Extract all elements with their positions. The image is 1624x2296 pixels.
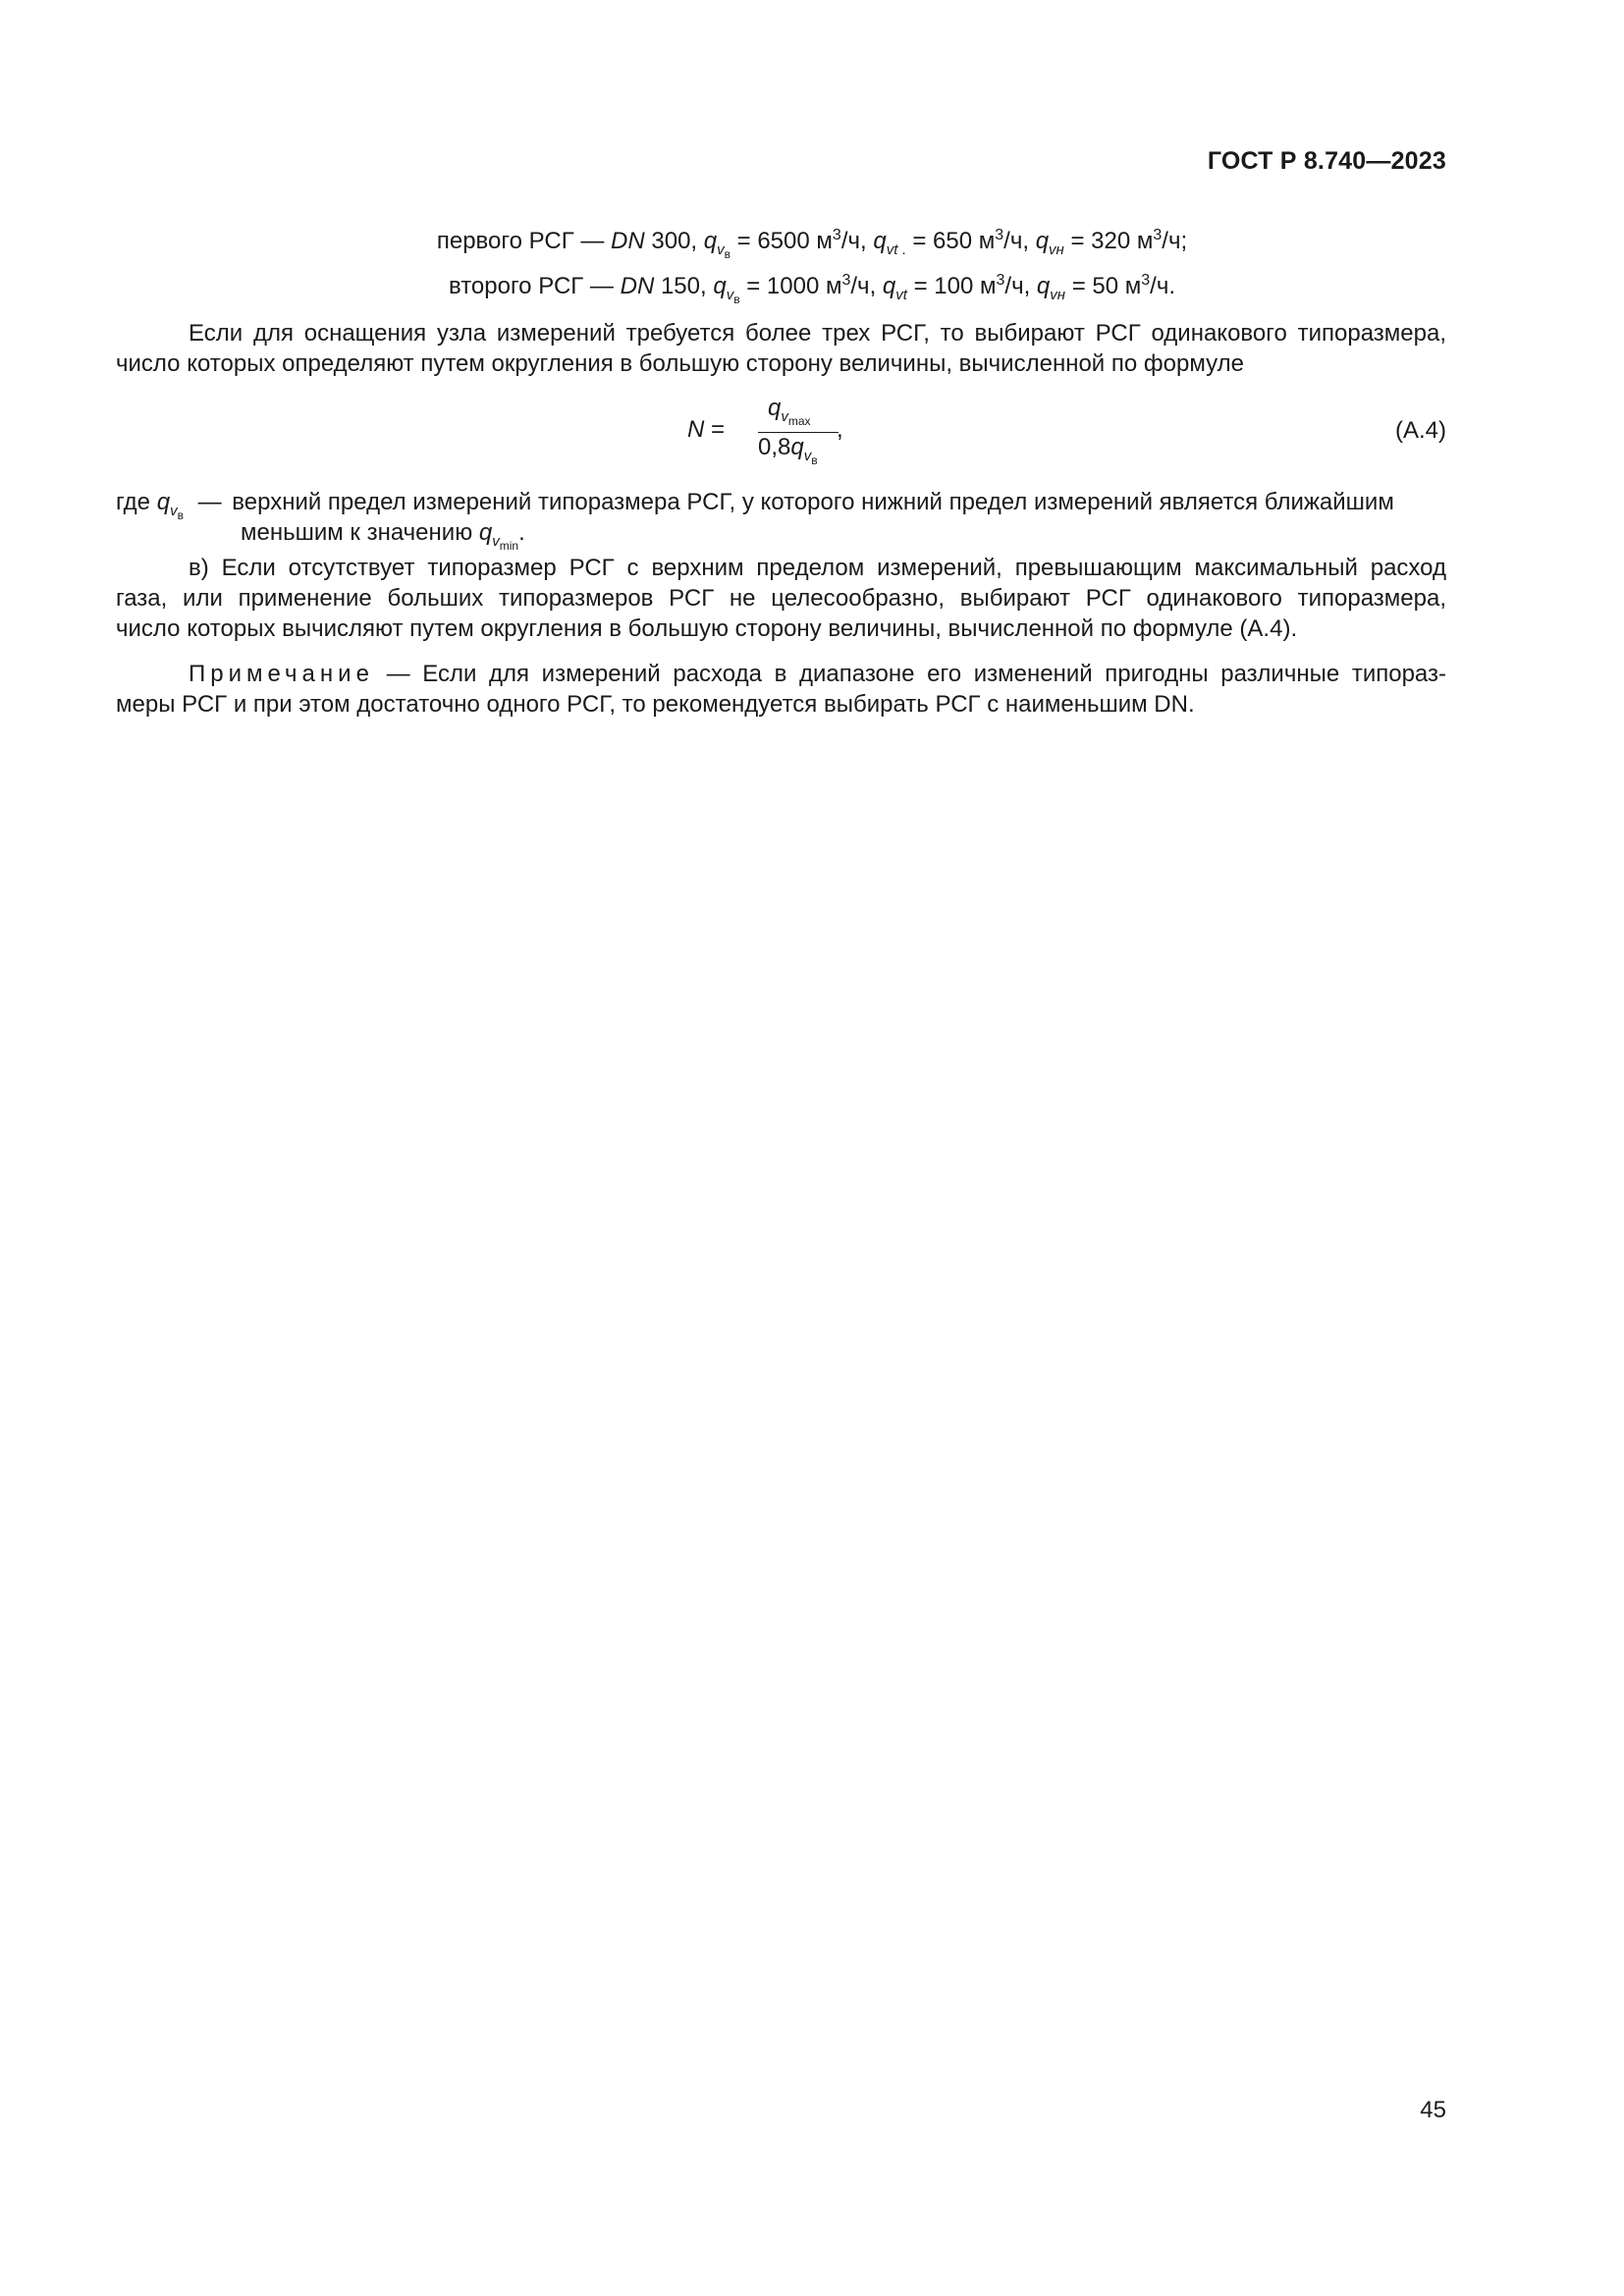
example-line-second: второго РСГ — DN 150, $q_{v_в} = 1000$ $м^3/ч$, $q_{vt} = 100$ $м^3/ч$, $q_{vн} = 50$ $м^3/ч$. (448, 272, 1176, 306)
paragraph-text-line: в) Если отсутствует типоразмер РСГ с верхним пределом измерений, превышающим максимальный расход (189, 555, 1446, 581)
paragraph-text-line: газа, или применение больших типоразмеров РСГ не целесообразно, выбирают РСГ одинакового типоразмера, (116, 585, 1446, 612)
formula-lhs: N = (687, 416, 726, 443)
note-line: меры РСГ и при этом достаточно одного РСГ, то рекомендуется выбирать РСГ с наименьшим DN. (116, 691, 1195, 718)
page-number: 45 (1420, 2097, 1446, 2123)
document-code-header: ГОСТ Р 8.740—2023 (1207, 147, 1446, 175)
where-clause-continuation: меньшим к значению $q_{v_{min}}$. (241, 519, 525, 553)
formula-numerator: $q_{v_{max}}$ (768, 395, 811, 428)
example-line-first: первого РСГ — DN 300, $q_{v_в} = 6500$ $м^3/ч$, $q_{vt .} = 650$ $м^3/ч$, $q_{vн} = 320$ $м^3/ч$; (436, 227, 1188, 261)
where-clause: где $q_{v_в}$ — верхний предел измерений типоразмера РСГ, у которого нижний предел измерений является ближайшим (116, 489, 1394, 522)
paragraph-text-line: число которых определяют путем округления в большую сторону величины, вычисленной по формуле (116, 350, 1244, 377)
fraction-bar (758, 432, 839, 433)
formula-denominator: $0,8q_{v_в}$ (758, 434, 818, 467)
note-label: Примечание (189, 661, 374, 687)
formula-comma: , (837, 416, 843, 443)
paragraph-text-line: Если для оснащения узла измерений требуется более трех РСГ, то выбирают РСГ одинакового типоразмера, (189, 320, 1446, 347)
paragraph-text-line: число которых вычисляют путем округления в большую сторону величины, вычисленной по формуле (А.4). (116, 615, 1298, 642)
equation-number: (А.4) (1394, 417, 1446, 444)
note-line: Примечание — Если для измерений расхода в диапазоне его изменений пригодны различные типораз- (189, 661, 1446, 687)
